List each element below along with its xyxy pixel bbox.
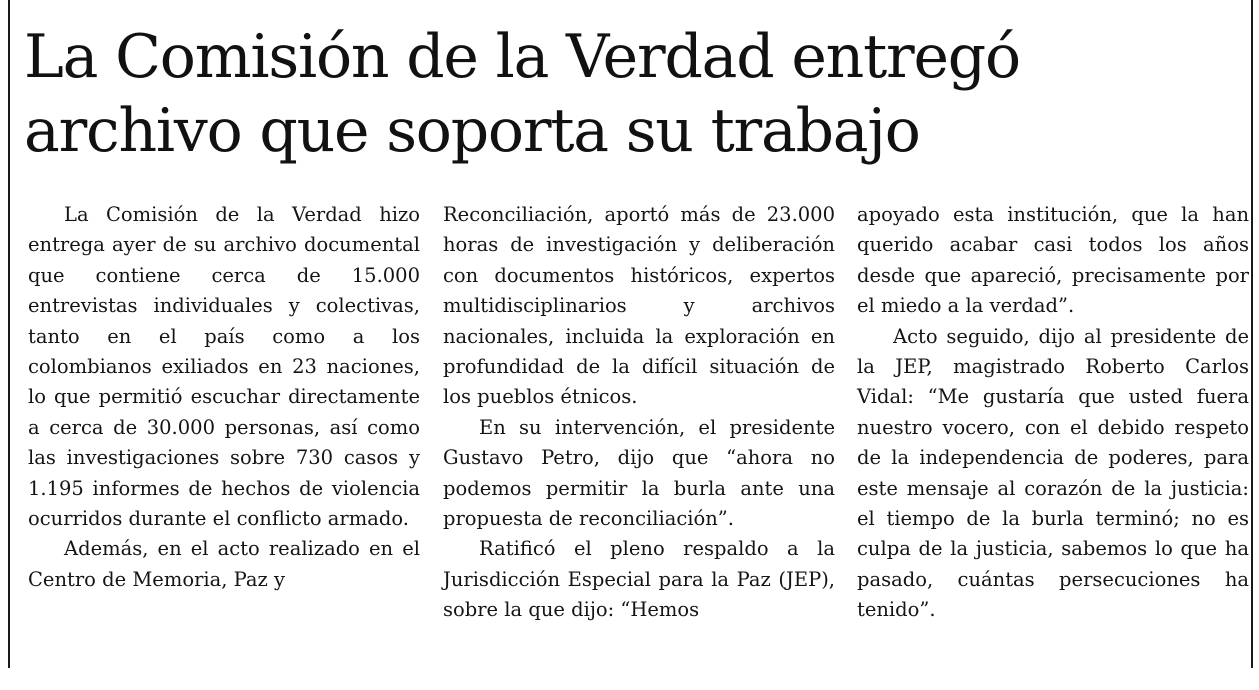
article-column-1 (28, 200, 420, 595)
article-column-2 (443, 200, 835, 626)
paragraph: Acto seguido, dijo al presidente de la JEP, magistrado Roberto Carlos Vidal: “Me gustaría que usted fuera nuestro vocero, con el debido respeto de la independencia de poderes, para este mensaje al corazón de la justicia: el tiempo de la burla terminó; no es culpa de la justicia, sabemos lo que ha pasado, cuántas persecuciones ha tenido”. (857, 324, 1249, 622)
article-column-3 (857, 200, 1249, 626)
paragraph: Ratificó el pleno respaldo a la Jurisdicción Especial para la Paz (JEP), sobre la que dijo: “Hemos (443, 537, 835, 622)
headline-line-2: archivo que soporta su trabajo (24, 96, 920, 166)
paragraph: Además, en el acto realizado en el Centro de Memoria, Paz y (28, 537, 420, 591)
headline-line-1: La Comisión de la Verdad entregó (24, 22, 1020, 92)
headline (24, 20, 1244, 168)
paragraph-continued: Reconciliación, aportó más de 23.000 horas de investigación y deliberación con documentos históricos, expertos multidisciplinarios y archivos nacionales, incluida la exploración en profundidad de la difícil situación de los pueblos étnicos. (443, 203, 835, 409)
paragraph: En su intervención, el presidente Gustavo Petro, dijo que “ahora no podemos permitir la burla ante una propuesta de reconciliación”. (443, 415, 835, 531)
paragraph-continued: apoyado esta institución, que la han querido acabar casi todos los años desde que apareció, precisamente por el miedo a la verdad”. (857, 203, 1249, 318)
left-column-rule (8, 0, 10, 668)
right-column-rule (1251, 0, 1253, 668)
paragraph: La Comisión de la Verdad hizo entrega ayer de su archivo documental que contiene cerca de 15.000 entrevistas individuales y colectivas, tanto en el país como a los colombianos exiliados en 23 naciones, lo que permitió escuchar directamente a cerca de 30.000 personas, así como las investigaciones sobre 730 casos y 1.195 informes de hechos de violencia ocurridos durante el conflicto armado. (28, 203, 420, 531)
